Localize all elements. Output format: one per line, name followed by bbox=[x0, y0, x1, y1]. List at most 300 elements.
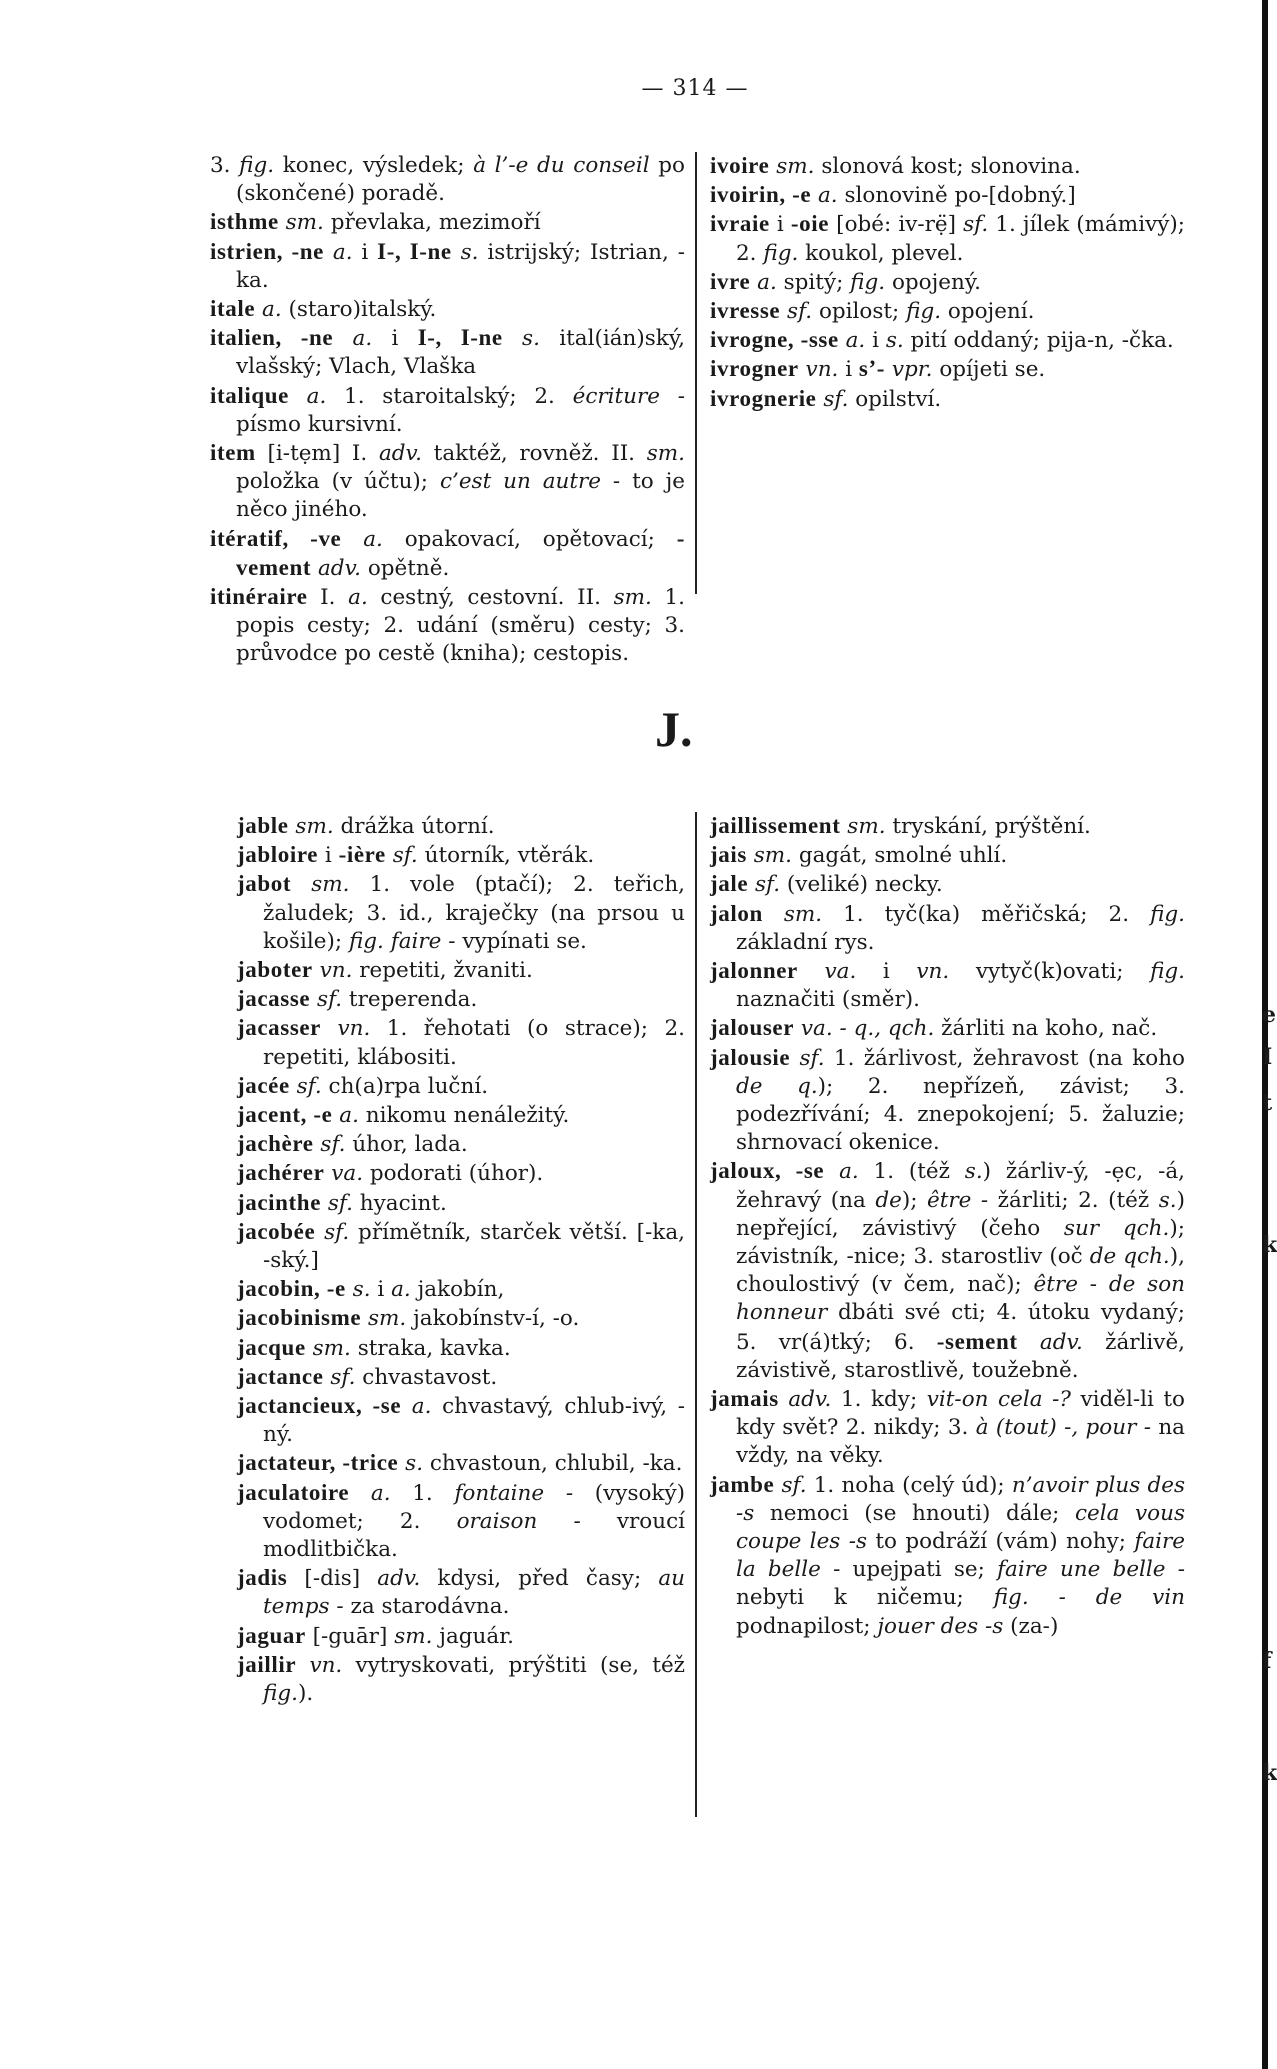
page-number: — 314 — bbox=[641, 76, 749, 101]
definition-text: i bbox=[370, 1277, 392, 1303]
definition-text: opilost; bbox=[812, 299, 907, 325]
dictionary-entry bbox=[710, 812, 1185, 841]
definition-text: nemoci (se hnouti) dále; bbox=[754, 1500, 1075, 1526]
grammar-label: de q. bbox=[736, 1073, 818, 1099]
grammar-label: a. bbox=[348, 585, 368, 611]
definition-text: I. bbox=[307, 585, 349, 611]
grammar-label: adv. bbox=[1039, 1329, 1083, 1355]
dictionary-entry bbox=[210, 152, 685, 208]
grammar-label: a. bbox=[339, 1103, 359, 1129]
definition-text: vytryskovati, prýštiti (se, též bbox=[342, 1652, 686, 1678]
definition-text bbox=[790, 1046, 799, 1071]
definition-text bbox=[384, 929, 391, 954]
definition-text bbox=[1018, 1330, 1040, 1355]
definition-text bbox=[763, 902, 784, 927]
definition-text: písmo kursivní. bbox=[236, 411, 403, 437]
grammar-label: a. bbox=[845, 328, 866, 354]
definition-text: podnapilost; bbox=[736, 1613, 878, 1639]
definition-text: viděl-li to kdy svět? 2. nikdy; 3. bbox=[736, 1387, 1185, 1441]
definition-text: vroucí modlitbička. bbox=[263, 1508, 685, 1563]
headword: jais bbox=[710, 842, 747, 868]
definition-text: hyacint. bbox=[352, 1190, 447, 1216]
definition-text: i bbox=[352, 239, 378, 265]
definition-text: opakovací, opětovací; bbox=[382, 526, 677, 552]
headword: istrien, -ne bbox=[210, 238, 324, 264]
definition-text: 1. žárlivost, žehravost (na koho bbox=[824, 1045, 1185, 1071]
grammar-label: va. bbox=[824, 959, 857, 985]
grammar-label: a. bbox=[352, 326, 373, 352]
definition-text bbox=[291, 872, 311, 897]
headword: jable bbox=[237, 813, 289, 838]
definition-text: slonovině po-[dobný.] bbox=[837, 183, 1076, 209]
definition-text: 1. (též bbox=[858, 1159, 965, 1185]
definition-text bbox=[311, 556, 318, 581]
definition-text bbox=[748, 872, 755, 897]
headword: -ière bbox=[338, 842, 386, 868]
headword: jacasse bbox=[237, 986, 311, 1012]
grammar-label: adv. bbox=[317, 555, 361, 581]
grammar-label: a. bbox=[332, 239, 353, 265]
definition-text: žárlivě, závistivě, starostlivě, toužebně. bbox=[736, 1329, 1185, 1383]
dictionary-entry bbox=[710, 297, 1185, 326]
definition-text bbox=[503, 326, 522, 351]
definition-text: opětně. bbox=[361, 555, 450, 581]
definition-text: ch(a)rpa luční. bbox=[321, 1073, 489, 1099]
headword: jacent, -e bbox=[237, 1102, 333, 1128]
headword: jaculatoire bbox=[237, 1479, 350, 1505]
grammar-label: a. bbox=[363, 526, 383, 552]
definition-text: [-guār] bbox=[305, 1623, 395, 1649]
grammar-label: sf. bbox=[392, 843, 418, 869]
column-right-top bbox=[710, 152, 1185, 414]
dictionary-entry bbox=[237, 1072, 685, 1101]
grammar-label: sf. bbox=[755, 872, 781, 898]
definition-text: ); závistník, -nice; 3. starostliv (oč bbox=[736, 1215, 1185, 1270]
grammar-label: sm. bbox=[311, 872, 350, 898]
definition-text bbox=[306, 1336, 313, 1361]
definition-text: pití oddaný; pija-n, -čka. bbox=[903, 328, 1174, 354]
grammar-label: sm. bbox=[646, 441, 685, 467]
grammar-label: s. bbox=[352, 1277, 371, 1303]
headword: isthme bbox=[210, 209, 279, 235]
dictionary-entry bbox=[710, 210, 1185, 267]
definition-text: chvastavost. bbox=[355, 1364, 498, 1390]
headword: itinéraire bbox=[210, 584, 308, 610]
dictionary-entry bbox=[237, 1449, 685, 1478]
grammar-label: sm. bbox=[295, 814, 334, 839]
definition-text: chvastoun, chlubil, -ka. bbox=[423, 1451, 683, 1477]
dictionary-entry bbox=[237, 1651, 685, 1708]
edge-fragment: t bbox=[1262, 1090, 1273, 1116]
grammar-label: vn. bbox=[916, 959, 950, 985]
grammar-label: a. bbox=[262, 297, 282, 323]
dictionary-entry bbox=[237, 841, 685, 870]
definition-text bbox=[255, 297, 262, 322]
definition-text bbox=[452, 240, 461, 265]
headword: itératif, -ve bbox=[210, 525, 342, 551]
definition-text: opojený. bbox=[885, 269, 981, 295]
dictionary-entry bbox=[210, 238, 685, 295]
dictionary-entry bbox=[210, 525, 685, 583]
grammar-label: adv. bbox=[788, 1387, 832, 1413]
grammar-label: sf. bbox=[330, 1364, 356, 1390]
grammar-label: sf. bbox=[787, 299, 813, 325]
definition-text bbox=[324, 240, 333, 265]
definition-text: přímětník, starček větší. [-ka, -ský.] bbox=[263, 1219, 685, 1274]
definition-text: gagát, smolné uhlí. bbox=[792, 843, 1008, 869]
grammar-label: c’est un autre - bbox=[439, 469, 621, 495]
definition-text: vypínati se. bbox=[455, 928, 587, 954]
dictionary-entry bbox=[710, 1157, 1185, 1385]
definition-text bbox=[798, 959, 825, 984]
definition-text: 1. popis cesty; 2. udání (směru) cesty; 3. průvodce po cestě (kniha); cestopis. bbox=[236, 585, 685, 667]
grammar-label: sf. bbox=[317, 987, 343, 1013]
grammar-label: sf. bbox=[320, 1132, 346, 1158]
grammar-label: fig. bbox=[906, 299, 942, 325]
grammar-label: a. bbox=[306, 383, 327, 409]
headword: jale bbox=[710, 871, 749, 897]
definition-text: tryskání, prýštění. bbox=[885, 814, 1091, 839]
grammar-label: être - bbox=[927, 1187, 989, 1213]
definition-text bbox=[346, 1277, 353, 1302]
grammar-label: va. - q., qch. bbox=[800, 1016, 935, 1042]
definition-text: taktéž, rovněž. II. bbox=[421, 441, 647, 467]
definition-text bbox=[349, 1481, 371, 1506]
definition-text: převlaka, mezimoří bbox=[323, 210, 541, 236]
dictionary-entry bbox=[210, 208, 685, 237]
headword: jalouser bbox=[710, 1015, 795, 1041]
headword: s’- bbox=[858, 356, 885, 382]
grammar-label: fig. bbox=[239, 153, 275, 178]
grammar-label: à (tout) -, pour - bbox=[975, 1415, 1151, 1441]
grammar-label: sm. bbox=[783, 901, 823, 927]
grammar-label: fig. bbox=[850, 269, 886, 295]
definition-text: koukol, plevel. bbox=[798, 240, 964, 266]
definition-text: vytyč(k)ovati; bbox=[949, 959, 1151, 985]
dictionary-entry bbox=[210, 382, 685, 439]
definition-text: na vždy, na věky. bbox=[736, 1415, 1186, 1469]
definition-text bbox=[774, 1473, 781, 1498]
definition-text: žárliti na koho, nač. bbox=[934, 1016, 1158, 1042]
headword: ivoire bbox=[710, 153, 770, 178]
grammar-label: fig. bbox=[1150, 901, 1185, 927]
grammar-label: écriture - bbox=[572, 383, 685, 409]
edge-fragment: e bbox=[1262, 1002, 1276, 1028]
definition-text: 1. vole (ptačí); 2. teřich, žaludek; 3. id., kraječky (na prsou u košile); bbox=[263, 872, 685, 954]
dictionary-entry bbox=[710, 268, 1185, 297]
dictionary-entry bbox=[237, 985, 685, 1014]
grammar-label: de bbox=[875, 1187, 902, 1213]
dictionary-entry bbox=[710, 870, 1185, 899]
definition-text bbox=[839, 328, 846, 353]
definition-text bbox=[313, 958, 320, 983]
definition-text: [obé: iv-rẹ̈] bbox=[829, 212, 964, 238]
dictionary-entry bbox=[237, 1479, 685, 1565]
definition-text: chvastavý, chlub-ivý, -ný. bbox=[263, 1394, 685, 1448]
headword: jacinthe bbox=[237, 1189, 322, 1215]
definition-text: jakobín, bbox=[410, 1277, 505, 1303]
definition-text: upejpati se; bbox=[840, 1557, 998, 1583]
dictionary-entry bbox=[710, 900, 1185, 957]
dictionary-entry bbox=[710, 326, 1185, 355]
grammar-label: sm. bbox=[776, 154, 815, 179]
definition-text: za starodávna. bbox=[343, 1594, 510, 1620]
headword: -oie bbox=[790, 211, 830, 237]
definition-text: 1. kdy; bbox=[831, 1387, 927, 1413]
definition-text: straka, kavka. bbox=[350, 1335, 511, 1361]
grammar-label: vpr. bbox=[891, 357, 933, 383]
headword: jacque bbox=[237, 1334, 306, 1360]
headword: ivrogne, -sse bbox=[710, 327, 839, 353]
dictionary-entry bbox=[210, 439, 685, 525]
column-right-bottom bbox=[710, 812, 1185, 1641]
headword: ivrognerie bbox=[710, 385, 817, 411]
definition-text: 1. tyč(ka) měřičská; 2. bbox=[822, 901, 1151, 927]
grammar-label: faire la belle - bbox=[736, 1529, 1186, 1583]
definition-text: ); bbox=[901, 1187, 928, 1213]
headword: jacasser bbox=[237, 1015, 321, 1041]
definition-text bbox=[321, 1191, 328, 1216]
grammar-label: être - de son honneur bbox=[736, 1272, 1185, 1326]
grammar-label: fig. bbox=[1150, 959, 1185, 985]
grammar-label: cela vous coupe les -s bbox=[736, 1500, 1186, 1555]
definition-text: [-dis] bbox=[287, 1566, 378, 1592]
definition-text: i bbox=[865, 328, 886, 354]
grammar-label: s. bbox=[885, 328, 904, 354]
grammar-label: a. bbox=[839, 1159, 859, 1185]
grammar-label: s. bbox=[964, 1159, 983, 1185]
dictionary-entry bbox=[237, 1392, 685, 1449]
grammar-label: à l’-e du conseil bbox=[473, 153, 650, 178]
definition-text: základní rys. bbox=[736, 929, 875, 955]
grammar-label: s. bbox=[522, 326, 540, 352]
headword: I-, I-ne bbox=[417, 325, 503, 351]
grammar-label: fig. bbox=[263, 1681, 298, 1707]
headword: jambe bbox=[710, 1471, 775, 1497]
grammar-label: adv. bbox=[377, 1566, 421, 1592]
definition-text bbox=[386, 843, 393, 868]
page-edge-shadow bbox=[1262, 0, 1268, 2069]
dictionary-entry bbox=[237, 1304, 685, 1333]
dictionary-entry bbox=[710, 957, 1185, 1014]
headword: jaillissement bbox=[710, 813, 841, 838]
definition-text bbox=[341, 527, 363, 552]
definition-text: i bbox=[372, 326, 418, 352]
definition-text: kdysi, před časy; bbox=[420, 1566, 659, 1592]
definition-text: úhor, lada. bbox=[345, 1132, 468, 1158]
grammar-label: sm. bbox=[312, 1335, 351, 1361]
definition-text bbox=[279, 210, 286, 235]
grammar-label: fig. - de vin bbox=[993, 1585, 1185, 1611]
grammar-label: jouer des -s bbox=[877, 1613, 1004, 1639]
definition-text: spitý; bbox=[776, 269, 851, 295]
grammar-label: sm. bbox=[394, 1623, 433, 1649]
dictionary-entry bbox=[237, 1159, 685, 1188]
definition-text: 1. bbox=[390, 1480, 455, 1506]
definition-text: (veliké) necky. bbox=[780, 872, 943, 898]
dictionary-entry bbox=[237, 1564, 685, 1621]
grammar-label: fig. bbox=[348, 928, 384, 954]
dictionary-entry bbox=[237, 870, 685, 956]
definition-text: opíjeti se. bbox=[932, 357, 1046, 383]
definition-text: ), choulostivý (v čem, nač); bbox=[736, 1244, 1185, 1298]
dictionary-entry bbox=[237, 812, 685, 841]
definition-text: i bbox=[838, 357, 859, 383]
definition-text: naznačiti (směr). bbox=[736, 987, 920, 1013]
grammar-label: au temps - bbox=[263, 1566, 685, 1620]
definition-text: opilství. bbox=[848, 386, 942, 412]
grammar-label: sm. bbox=[847, 814, 886, 839]
definition-text: 1. staroitalský; 2. bbox=[326, 383, 573, 409]
headword: italique bbox=[210, 382, 289, 408]
edge-fragment: I bbox=[1262, 1044, 1273, 1070]
dictionary-entry bbox=[237, 1101, 685, 1130]
grammar-label: a. bbox=[817, 183, 838, 209]
grammar-label: vn. bbox=[309, 1652, 343, 1678]
dictionary-entry bbox=[237, 1363, 685, 1392]
grammar-label: n’avoir plus des -s bbox=[736, 1472, 1185, 1526]
headword: jacobinisme bbox=[237, 1305, 362, 1331]
definition-text bbox=[794, 1016, 801, 1041]
definition-text bbox=[885, 357, 892, 382]
grammar-label: a. bbox=[411, 1394, 432, 1420]
headword: jactateur, -trice bbox=[237, 1450, 399, 1476]
dictionary-entry bbox=[710, 152, 1185, 181]
grammar-label: a. bbox=[391, 1277, 411, 1303]
column-divider-bottom bbox=[695, 812, 697, 1817]
grammar-label: s. bbox=[460, 239, 479, 265]
headword: jactance bbox=[237, 1363, 324, 1389]
grammar-label: sf. bbox=[799, 1045, 825, 1071]
dictionary-entry bbox=[237, 1130, 685, 1159]
grammar-label: va. bbox=[331, 1161, 364, 1187]
edge-fragment: k bbox=[1262, 1232, 1277, 1258]
definition-text: žárliti; 2. (též bbox=[988, 1187, 1159, 1213]
headword: jachérer bbox=[237, 1160, 325, 1186]
grammar-label: fig. bbox=[763, 240, 799, 266]
headword: itale bbox=[210, 296, 256, 322]
headword: jachère bbox=[237, 1131, 314, 1157]
grammar-label: vn. bbox=[319, 958, 353, 984]
definition-text: položka (v účtu); bbox=[236, 469, 440, 495]
grammar-label: sf. bbox=[781, 1472, 807, 1498]
grammar-label: sf. bbox=[963, 212, 989, 238]
grammar-label: faire une belle - bbox=[997, 1557, 1185, 1583]
grammar-label: a. bbox=[370, 1480, 391, 1506]
definition-text: jakobínstv-í, -o. bbox=[406, 1306, 580, 1332]
headword: ivrogner bbox=[710, 356, 799, 382]
grammar-label: faire - bbox=[390, 928, 456, 954]
headword: jaboter bbox=[237, 957, 313, 983]
dictionary-entry bbox=[710, 1471, 1185, 1641]
headword: jalousie bbox=[710, 1044, 791, 1070]
section-heading-letter: J. bbox=[655, 701, 693, 757]
definition-text bbox=[824, 1159, 839, 1184]
edge-fragment: k bbox=[1262, 1760, 1277, 1786]
grammar-label: a. bbox=[757, 269, 777, 295]
definition-text bbox=[296, 1653, 309, 1678]
definition-text bbox=[361, 1306, 368, 1331]
definition-text: treperenda. bbox=[342, 987, 478, 1013]
definition-text: repetiti, žvaniti. bbox=[352, 958, 533, 984]
headword: ivoirin, -e bbox=[710, 182, 812, 208]
definition-text: drážka útorní. bbox=[333, 814, 495, 839]
definition-text: útorník, vtěrák. bbox=[417, 843, 595, 869]
definition-text: (vysoký) vodomet; 2. bbox=[263, 1480, 685, 1534]
headword: ivre bbox=[710, 268, 751, 294]
grammar-label: adv. bbox=[378, 441, 422, 467]
column-left-top bbox=[210, 152, 685, 669]
dictionary-entry bbox=[237, 1275, 685, 1304]
dictionary-entry bbox=[237, 1218, 685, 1275]
grammar-label: sm. bbox=[368, 1306, 407, 1332]
definition-text bbox=[811, 183, 818, 208]
grammar-label: vn. bbox=[805, 357, 839, 383]
definition-text: 3. bbox=[210, 153, 240, 178]
dictionary-entry bbox=[210, 583, 685, 669]
definition-text: konec, výsledek; bbox=[274, 153, 474, 178]
headword: italien, -ne bbox=[210, 325, 334, 351]
definition-text: slonová kost; slonovina. bbox=[814, 154, 1081, 179]
grammar-label: vit-on cela -? bbox=[926, 1387, 1071, 1413]
definition-text: i bbox=[769, 212, 791, 238]
definition-text bbox=[779, 1387, 789, 1412]
definition-text: po (skončené) poradě. bbox=[236, 153, 685, 207]
definition-text: ) žárliv-ý, -ẹc, -á, žehravý (na bbox=[736, 1159, 1185, 1213]
definition-text: istrijský; Istrian, -ka. bbox=[236, 239, 685, 293]
headword: jaloux, -se bbox=[710, 1158, 825, 1184]
dictionary-entry bbox=[210, 295, 685, 324]
definition-text: dbáti své cti; 4. útoku vydaný; 5. vr(á)tký; 6. bbox=[736, 1300, 1185, 1355]
column-left-bottom bbox=[237, 812, 685, 1708]
headword: jalonner bbox=[710, 958, 798, 984]
grammar-label: oraison - bbox=[456, 1508, 581, 1534]
definition-text: (za-) bbox=[1003, 1613, 1059, 1639]
headword: jacobée bbox=[237, 1218, 316, 1244]
dictionary-entry bbox=[237, 1189, 685, 1218]
headword: -sement bbox=[936, 1328, 1018, 1354]
definition-text: jaguár. bbox=[432, 1623, 514, 1649]
definition-text: i bbox=[856, 959, 917, 985]
definition-text: ital(ián)ský, vlašský; Vlach, Vlaška bbox=[236, 326, 685, 380]
definition-text: podorati (úhor). bbox=[363, 1161, 544, 1187]
headword: jacobin, -e bbox=[237, 1276, 346, 1302]
definition-text bbox=[310, 987, 317, 1012]
headword: item bbox=[210, 440, 256, 466]
dictionary-entry bbox=[710, 1044, 1185, 1158]
dictionary-entry bbox=[710, 1385, 1185, 1471]
grammar-label: sf. bbox=[324, 1219, 350, 1245]
definition-text: cestný, cestovní. II. bbox=[367, 585, 614, 611]
headword: jabot bbox=[237, 871, 292, 897]
definition-text: ); 2. nepřízeň, závist; 3. podezřívání; 4. znepokojení; 5. žaluzie; shrnovací okenice. bbox=[736, 1073, 1185, 1156]
grammar-label: fontaine - bbox=[454, 1480, 574, 1506]
grammar-label: de qch. bbox=[1089, 1244, 1170, 1270]
headword: ivraie bbox=[710, 211, 770, 237]
dictionary-entry bbox=[710, 355, 1185, 384]
dictionary-entry bbox=[710, 1014, 1185, 1043]
definition-text: 1. noha (celý úd); bbox=[806, 1472, 1012, 1498]
definition-text bbox=[401, 1394, 412, 1419]
headword: jactancieux, -se bbox=[237, 1393, 402, 1419]
dictionary-entry bbox=[710, 841, 1185, 870]
headword: jacée bbox=[237, 1072, 290, 1098]
definition-text: nikomu nenáležitý. bbox=[358, 1103, 570, 1129]
definition-text: 1. jílek (mámivý); 2. bbox=[736, 212, 1185, 266]
headword: jaguar bbox=[237, 1622, 306, 1648]
dictionary-entry bbox=[710, 181, 1185, 210]
dictionary-entry bbox=[710, 385, 1185, 414]
